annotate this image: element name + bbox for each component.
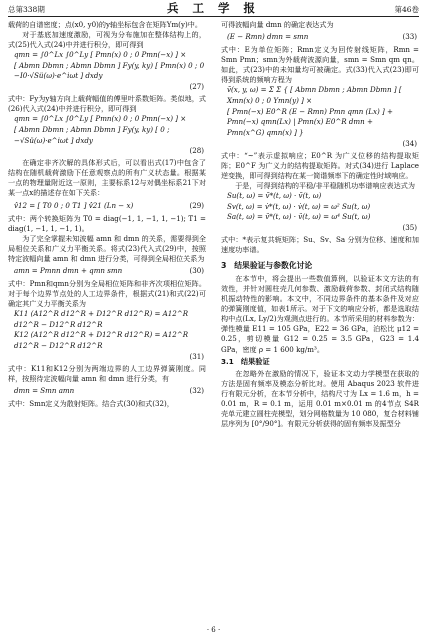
- equation-line: Pmn(x^G) qmn(x) ] }: [227, 127, 304, 137]
- paragraph: 载荷的自谱密度；点(x0, y0)的y轴坐标包含在矩阵Ym(y)中。: [8, 20, 202, 29]
- page-header: [8, 0, 419, 15]
- equation-line: K12 (A12^R d12^R + D12^R d12^R) = A12^R d12^R − D12^R d12^R: [14, 330, 189, 351]
- equation-number: (32): [189, 385, 204, 395]
- equation-28: [8, 114, 206, 146]
- equation-line: Sv(t, ω) = v̇*(t, ω) · v̇(t, ω) = ω² Su(t, ω): [227, 201, 371, 211]
- section-heading: 3 结果验证与参数化讨论: [221, 261, 313, 270]
- equation-number: (33): [402, 32, 417, 42]
- equation-line: qmn = ∫0^Lx ∫0^Ly [ Pmn(x) 0 ; 0 Pmn(−x) ] ×: [14, 50, 187, 60]
- paragraph: 式中：“~”表示虚拟响应；E0^R 为广义位移的结构提取矩阵；E0^F 为广义力的结构提取矩阵。对式(34)进行 Laplace 逆变换，即可得到结构在某一简谐频率下的确定性时域响应。: [221, 150, 419, 180]
- equation-body: (E − Rmn) dmn = smn: [227, 32, 309, 42]
- equation-line: ṽ(x, y, ω) = Σ Σ { [ Abmn Dbmn ; Abmn Dbmn ] [ Xmn(x) 0 ; 0 Ymn(y) ] ×: [227, 85, 402, 106]
- journal-title: 兵 工 学 报: [166, 1, 260, 15]
- equation-line: qmn = ∫0^Lx ∫0^Ly [ Pmn(x) 0 ; 0 Pmn(−x) ] ×: [14, 114, 187, 124]
- equation-body: v̂12 = [ T0 0 ; 0 T1 ] v̂21 (Ln − x): [14, 200, 134, 210]
- equation-line: Pmn(−x) qmn(Lx) | Pmn(x) E0^R dmn +: [227, 117, 373, 127]
- equation-number: (35): [402, 222, 417, 232]
- right-column: [221, 20, 419, 623]
- equation-line: [ Abmn Dbmn ; Abmn Dbmn ] Fy(y, ky) [ 0 ; −√Sü(ω)·e^iωt ] dxdy: [14, 124, 170, 145]
- equation-line: [ Abmn Dbmn ; Abmn Dbmn ] Fy(y, ky) [ Pmn(x) 0 ; 0 −I0·√Sü(ω)·e^iωt ] dxdy: [14, 60, 205, 81]
- paragraph: 在确定非齐次解的具体形式后，可以看出式(17)中包含了结构在随机载荷激励下任意观察点的所有广义状态量。根据某一点的物理量附近这一原则，主要标系12与对偶坐标系21下对某一点x的描述存在如下关系：: [8, 158, 206, 198]
- page-number: · 6 ·: [206, 626, 221, 634]
- paragraph: 为了完全掌握未知波幅 amn 和 dmn 的关系，需要得到全局相位关系和广义力平衡关系。将式(23)代入式(29)中，按照特定波幅向量 amn 和 dmn 进行分类，可得到全局相位关系为: [8, 233, 206, 263]
- equation-body: amn = Pmnn dmn + qmn smn: [14, 265, 123, 275]
- paragraph: 对于基底加速度激励，可视为分布施加在整体结构上的，式(25)代入式(24)中并进行积分，即可得到: [8, 30, 206, 50]
- equation-33: [221, 32, 419, 42]
- equation-number: (27): [189, 82, 204, 92]
- equation-29: [8, 201, 206, 211]
- left-column: [8, 20, 206, 623]
- equation-number: (29): [189, 200, 204, 210]
- equation-body: dmn = Smn amn: [14, 385, 75, 395]
- paragraph: 式中：两个转换矩阵为 T0 = diag(−1, 1, −1, 1, −1); T1 = diag(1, −1, 1, −1, 1)。: [8, 213, 206, 233]
- equation-number: (30): [189, 265, 204, 275]
- equation-number: (34): [402, 138, 417, 148]
- equation-number: (28): [189, 146, 204, 156]
- volume-label: 第46卷: [394, 5, 419, 14]
- paragraph: 式中：Fy为y轴方向上载荷幅值的傅里叶系数矩阵。类似地，式(26)代入式(24)中并进行积分，即可得到: [8, 94, 206, 114]
- paragraph: 式中：Pmn和qmn分别为全局相位矩阵和非齐次项相位矩阵。对于每个边界节点处的人工边界条件，根据式(21)和式(22)可确定其广义力平衡关系为: [8, 278, 206, 309]
- equation-line: Sa(t, ω) = v̈*(t, ω) · v̈(t, ω) = ω⁴ Su(t, ω): [227, 212, 371, 222]
- subsection-heading: 3.1 结果验证: [221, 356, 270, 366]
- paragraph: 式中：Smn定义为散射矩阵。结合式(30)和式(32)，: [8, 398, 174, 408]
- equation-30: [8, 266, 206, 276]
- equation-line: K11 (A12^R d12^R + D12^R d12^R) = A12^R d12^R − D12^R d12^R: [14, 309, 189, 329]
- equation-line: Su(t, ω) = ṽ*(t, ω) · ṽ(t, ω): [227, 190, 322, 200]
- equation-35: [221, 191, 419, 223]
- equation-32: [8, 386, 206, 396]
- paragraph: 式中：*表示复共轭矩阵；Su、Sv、Sa 分别为位移、速度和加速度功率谱。: [221, 234, 419, 254]
- paragraph: 可得波幅向量 dmn 的确定表达式为: [221, 20, 334, 29]
- paragraph: 式中：E为单位矩阵；Rmn定义为回传射线矩阵，Rmn = Smn Pmn；smn为外载荷波源向量，smn = Smn qm qn。如此，式(23)中的未知量均可被确定。式(33)代入式(23)即可得到系统的频响方程为: [221, 45, 419, 85]
- paragraph: 在本节中，将会提出一些数值算例，以验证本文方法的有效性，并针对圆柱壳几何参数、激励载荷参数、封闭式结构随机振动特性的影响。本文中，不同边界条件的基本条件及对应的弹簧刚度值，如表1所示。对于下文的响应分析，都是选取结构中点(Lx, Ly/2)为观测点进行的。本节所采用的材料参数为：弹性模量 E11 = 105 GPa，E22 = 36 GPa，泊松比 μ12 = 0.25，剪切模量 G12 = 0.25 = 3.5 GPa，G23 = 1.4 GPa，密度 ρ = 1 600 kg/m³。: [221, 274, 419, 354]
- issue-total-label: 总第338期: [8, 5, 45, 14]
- header-rule: [8, 16, 419, 17]
- equation-31: [8, 309, 206, 352]
- equation-line: [ Pmn(−x) E0^R (E − Rmn) Pmn qmn (Lx) ] +: [227, 106, 393, 116]
- equation-number: (31): [189, 351, 204, 361]
- equation-27: [8, 50, 206, 82]
- equation-34: [221, 85, 419, 138]
- paragraph: 在忽略外在激励的情况下，验证本文动力学模型在获取的方法是固有频率及模态分析比对。使用 Abaqus 2023 软件进行有限元分析，在本节分析中，结构尺寸为 Lx = 1.6 m，h = 0.01 m，R = 0.1 m，运用 0.01 m×0.01 m 的4节点 S4R 壳单元建立圆柱壳模型，划分网格数量为 10 080，复合材料铺层序列为 [0°/90°]。有限元分析获得的固有频率及振型分: [221, 368, 419, 429]
- paragraph: 式中：K11和K12分别为两端边界的人工边界弹簧刚度。同样，按照待定波幅向量 amn 和 dmn 进行分类，有: [8, 363, 206, 383]
- paragraph: 于是，可得到结构的平稳/非平稳随机功率谱响应表达式为: [235, 180, 415, 190]
